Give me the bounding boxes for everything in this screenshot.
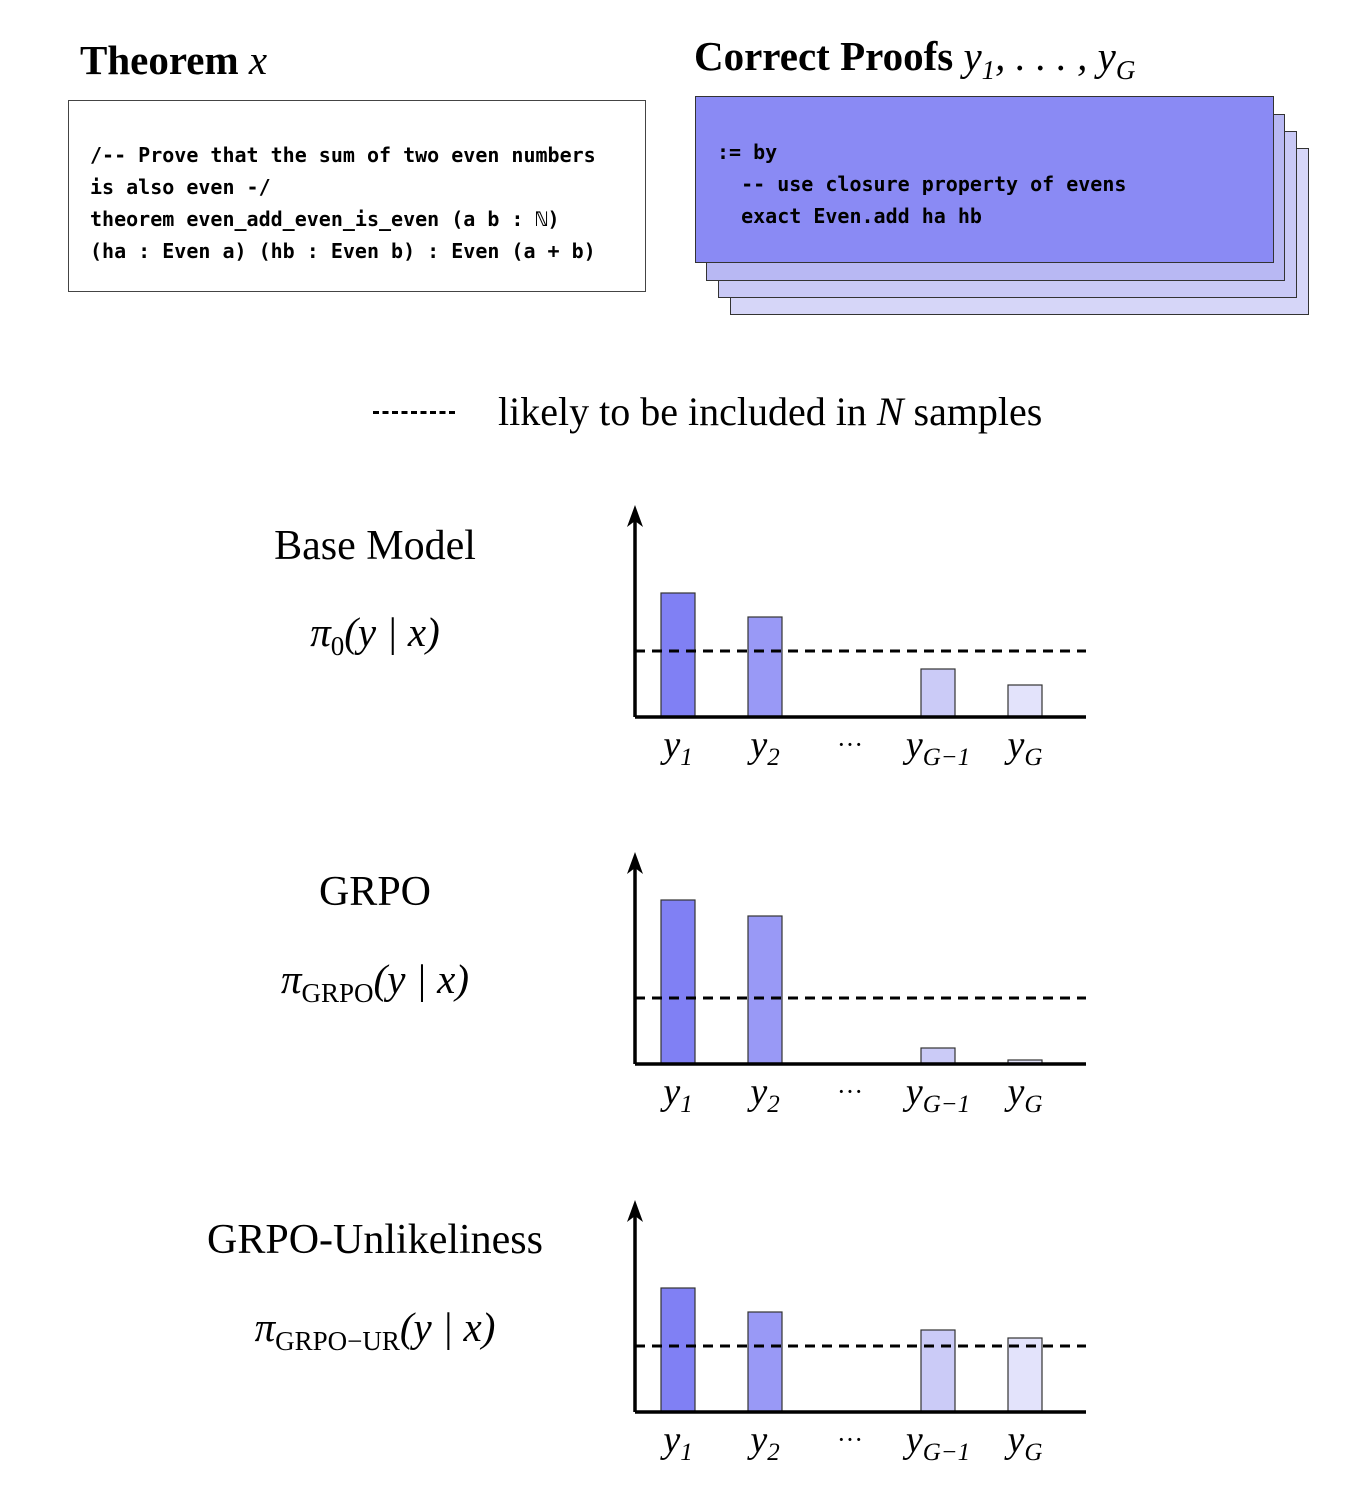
theorem-code-line: /-- Prove that the sum of two even numbers xyxy=(90,143,596,167)
tick-label-4: $y_G$ xyxy=(1007,1071,1043,1118)
theorem-code-box xyxy=(68,100,646,292)
tick-label-4: $y_G$ xyxy=(1007,1419,1043,1466)
proof-code xyxy=(717,136,1126,232)
model-name-grpo-unlikeliness: GRPO-Unlikeliness xyxy=(207,1217,543,1263)
bar-0 xyxy=(661,900,695,1064)
tick-label-2: ··· xyxy=(837,1425,863,1454)
tick-label-1: $y_2$ xyxy=(750,724,780,771)
theorem-code-line: theorem even_add_even_is_even (a b : ℕ) xyxy=(90,207,560,231)
tick-label-0: $y_1$ xyxy=(663,724,693,771)
bar-0 xyxy=(661,1288,695,1412)
bar-3 xyxy=(921,1048,955,1064)
bar-chart-base-model xyxy=(600,495,1100,775)
bar-1 xyxy=(748,617,782,717)
tick-label-1: $y_2$ xyxy=(750,1419,780,1466)
tick-label-1: $y_2$ xyxy=(750,1071,780,1118)
proof-code-line: := by xyxy=(717,140,778,164)
tick-label-0: $y_1$ xyxy=(663,1071,693,1118)
tick-label-2: ··· xyxy=(837,730,863,759)
model-name-grpo: GRPO xyxy=(318,869,432,915)
legend-text: likely to be included in N samples xyxy=(498,389,1043,434)
tick-label-3: $y_{G-1}$ xyxy=(905,1071,971,1118)
tick-label-4: $y_G$ xyxy=(1007,724,1043,771)
tick-label-3: $y_{G-1}$ xyxy=(905,724,971,771)
theorem-code-line: (ha : Even a) (hb : Even b) : Even (a + b) xyxy=(90,239,596,263)
model-formula-grpo: $\pi_{GRPO}(y$ | x) xyxy=(280,956,470,1009)
model-formula-grpo-ur: $\pi_{GRPO-UR}(y$ | x) xyxy=(254,1304,496,1357)
tick-label-0: $y_1$ xyxy=(663,1419,693,1466)
bar-3 xyxy=(921,1330,955,1412)
bar-1 xyxy=(748,916,782,1064)
bar-1 xyxy=(748,1312,782,1412)
legend-dashed-line xyxy=(373,411,455,414)
proof-code-line: exact Even.add ha hb xyxy=(717,204,982,228)
bar-chart-grpo-unlikeliness xyxy=(600,1190,1100,1470)
model-name-base: Base Model xyxy=(274,523,476,569)
model-formula-base: $\pi_0(y$ | x) xyxy=(310,609,440,662)
tick-label-3: $y_{G-1}$ xyxy=(905,1419,971,1466)
proof-code-line: -- use closure property of evens xyxy=(717,172,1127,196)
bar-chart-grpo xyxy=(600,842,1100,1122)
proofs-heading-math: $y_1$, . . . , $y_G$ xyxy=(963,33,1136,86)
bar-4 xyxy=(1008,1338,1042,1412)
proofs-heading: Correct Proofs $y_1$, . . . , $y_G$ xyxy=(694,33,1136,86)
tick-label-2: ··· xyxy=(837,1077,863,1106)
theorem-heading: Theorem x xyxy=(80,37,268,83)
bar-4 xyxy=(1008,685,1042,717)
bar-0 xyxy=(661,593,695,717)
bar-3 xyxy=(921,669,955,717)
theorem-code-line: is also even -/ xyxy=(90,175,271,199)
